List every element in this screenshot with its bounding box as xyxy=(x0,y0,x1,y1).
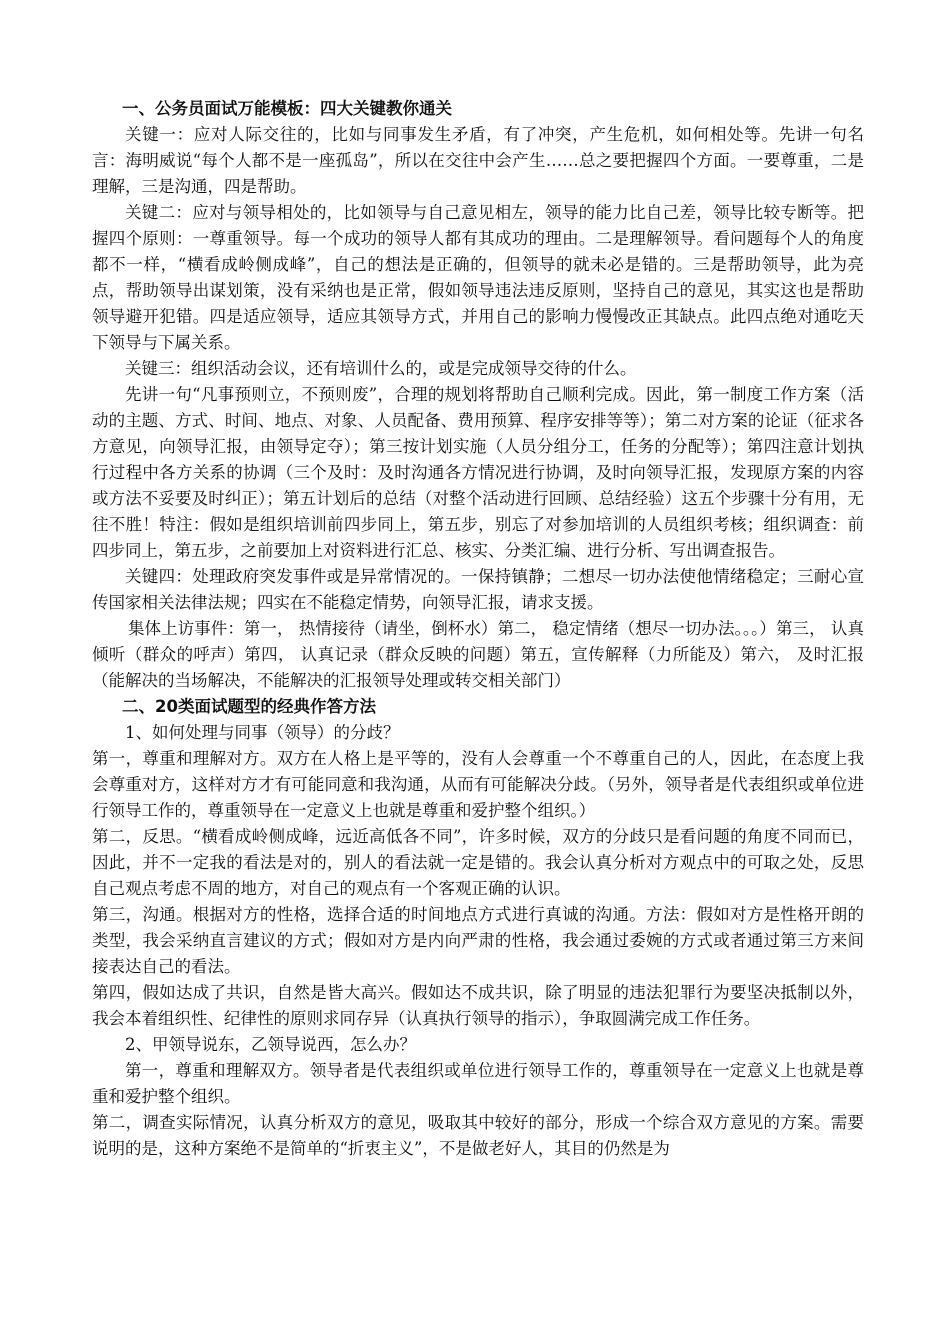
question-1-title: 1、如何处理与同事（领导）的分歧？ xyxy=(125,723,400,742)
section-1-heading: 一、公务员面试万能模板：四大关键教你通关 xyxy=(122,99,452,118)
question-2-title: 2、甲领导说东，乙领导说西，怎么办？ xyxy=(125,1035,416,1054)
key-2-paragraph: 关键二：应对与领导相处的，比如领导与自己意见相左，领导的能力比自己差，领导比较专断等。把握四个原则：一尊重领导。每一个成功的领导人都有其成功的理由。二是理解领导。看问题每个人的角度都不一样，“横看成岭侧成峰”，自己的想法是正确的，但领导的就未必是错的。三是帮助领导，此为亮点，帮助领导出谋划策，没有采纳也是正常，假如领导违法违反原则，坚持自己的意见，其实这也是帮助领导避开犯错。四是适应领导，适应其领导方式，并用自己的影响力慢慢改正其缺点。此四点绝对通吃天下领导与下属关系。 xyxy=(92,203,864,352)
question-2-point-1: 第一，尊重和理解双方。领导者是代表组织或单位进行领导工作的，尊重领导在一定意义上也就是尊重和爱护整个组织。 xyxy=(92,1061,864,1106)
question-1-point-1: 第一，尊重和理解对方。双方在人格上是平等的，没有人会尊重一个不尊重自己的人，因此，在态度上我会尊重对方，这样对方才有可能同意和我沟通，从而有可能解决分歧。（另外，领导者是代表组织或单位进行领导工作的，尊重领导在一定意义上也就是尊重和爱护整个组织。） xyxy=(92,749,864,820)
question-2-point-2: 第二，调查实际情况，认真分析双方的意见，吸取其中较好的部分，形成一个综合双方意见的方案。需要说明的是，这种方案绝不是简单的“折衷主义”，不是做老好人，其目的仍然是为 xyxy=(92,1113,864,1158)
key-3-detail-paragraph: 先讲一句“凡事预则立，不预则废”，合理的规划将帮助自己顺利完成。因此，第一制度工作方案（活动的主题、方式、时间、地点、对象、人员配备、费用预算、程序安排等等）；第二对方案的论证（征求各方意见，向领导汇报，由领导定夺）；第三按计划实施（人员分组分工，任务的分配等）；第四注意计划执行过程中各方关系的协调（三个及时：及时沟通各方情况进行协调，及时向领导汇报，发现原方案的内容或方法不妥要及时纠正）；第五计划后的总结（对整个活动进行回顾、总结经验）这五个步骤十分有用，无往不胜！特注：假如是组织培训前四步同上，第五步，别忘了对参加培训的人员组织考核；组织调查：前四步同上，第五步，之前要加上对资料进行汇总、核实、分类汇编、进行分析、写出调查报告。 xyxy=(92,385,864,560)
section-2-heading: 二、20类面试题型的经典作答方法 xyxy=(122,697,376,716)
question-1-point-3: 第三，沟通。根据对方的性格，选择合适的时间地点方式进行真诚的沟通。方法：假如对方是性格开朗的类型，我会采纳直言建议的方式；假如对方是内向严肃的性格，我会通过委婉的方式或者通过第三方来间接表达自己的看法。 xyxy=(92,905,864,976)
question-1-point-4: 第四，假如达成了共识，自然是皆大高兴。假如达不成共识，除了明显的违法犯罪行为要坚决抵制以外，我会本着组织性、纪律性的原则求同存异（认真执行领导的指示），争取圆满完成工作任务。 xyxy=(92,983,864,1028)
key-3-paragraph: 关键三：组织活动会议，还有培训什么的，或是完成领导交待的什么。 xyxy=(125,359,637,378)
question-1-point-2: 第二，反思。“横看成岭侧成峰，远近高低各不同”，许多时候，双方的分歧只是看问题的角度不同而已，因此，并不一定我的看法是对的，别人的看法就一定是错的。我会认真分析对方观点中的可取之处，反思自己观点考虑不周的地方，对自己的观点有一个客观正确的认识。 xyxy=(92,827,864,898)
document-page xyxy=(92,96,864,1162)
key-1-paragraph: 关键一：应对人际交往的，比如与同事发生矛盾，有了冲突，产生危机，如何相处等。先讲一句名言：海明威说“每个人都不是一座孤岛”，所以在交往中会产生……总之要把握四个方面。一要尊重，二是理解，三是沟通，四是帮助。 xyxy=(92,125,864,196)
key-4-detail-paragraph: 集体上访事件：第一， 热情接待（请坐，倒杯水）第二， 稳定情绪（想尽一切办法。。。）第三， 认真倾听（群众的呼声）第四， 认真记录（群众反映的问题）第五，宣传解释（力所能及）第六， 及时汇报（能解决的当场解决，不能解决的汇报领导处理或转交相关部门） xyxy=(92,619,864,690)
key-4-paragraph: 关键四：处理政府突发事件或是异常情况的。一保持镇静；二想尽一切办法使他情绪稳定；三耐心宣传国家相关法律法规；四实在不能稳定情势，向领导汇报，请求支援。 xyxy=(92,567,864,612)
